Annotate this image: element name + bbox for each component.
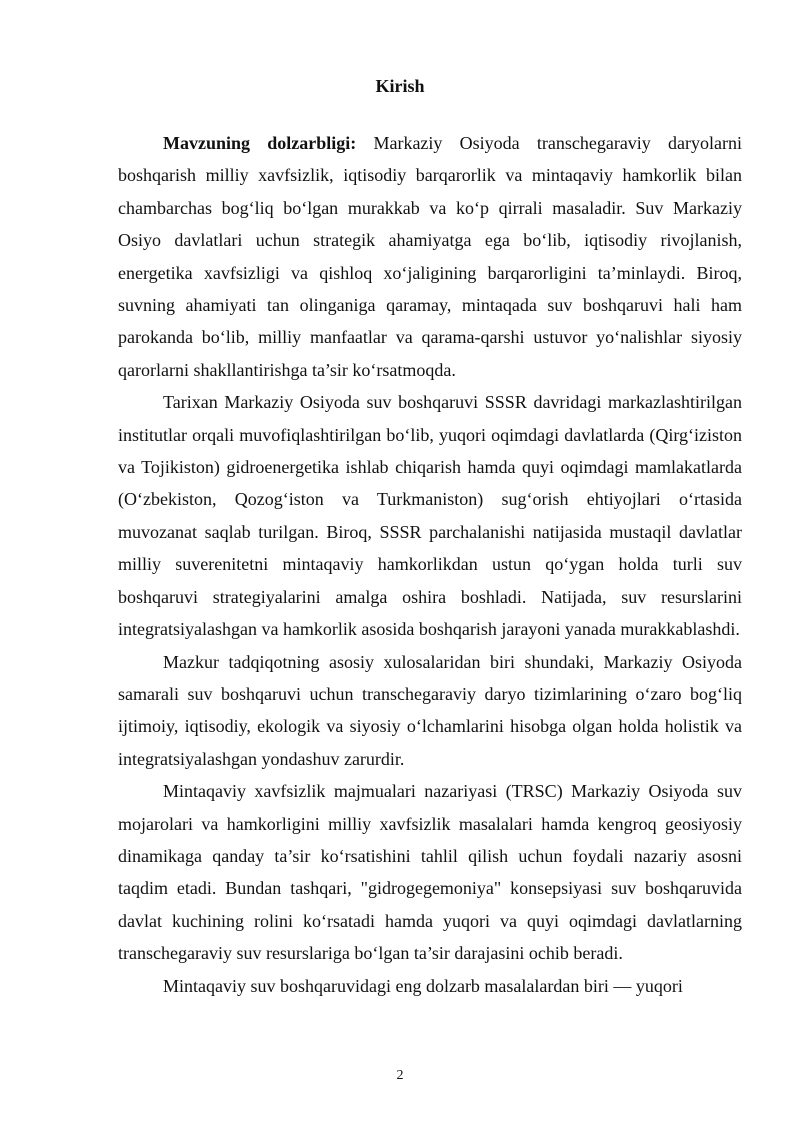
paragraph-theory: Mintaqaviy xavfsizlik majmualari nazariyasi (TRSC) Markaziy Osiyoda suv mojarolari va hamkorligini milliy xavfsizlik masalalari hamda kengroq geosiyosiy dinamikaga qanday ta’sir ko‘rsatishini tahlil qilish uchun foydali nazariy asosni taqdim etadi. Bundan tashqari, "gidrogegemoniya" konsepsiyasi suv boshqaruvida davlat kuchining rolini ko‘rsatadi hamda yuqori va quyi oqimdagi davlatlarning transchegaraviy suv resurslariga bo‘lgan ta’sir darajasini ochib beradi.	[118, 781, 742, 964]
paragraph-text: Markaziy Osiyoda transchegaraviy daryolarni boshqarish milliy xavfsizlik, iqtisodiy barqarorlik va mintaqaviy hamkorlik bilan chambarchas bog‘liq bo‘lgan murakkab va ko‘p qirrali masaladir. Suv Markaziy Osiyo davlatlari uchun strategik ahamiyatga ega bo‘lib, iqtisodiy rivojlanish, energetika xavfsizligi va qishloq xo‘jaligining barqarorligini ta’minlaydi. Biroq, suvning ahamiyati tan olinganiga qaramay, mintaqada suv boshqaruvi hali ham parokanda bo‘lib, milliy manfaatlar va qarama-qarshi ustuvor yo‘nalishlar siyosiy qarorlarni shakllantirishga ta’sir ko‘rsatmoqda.	[118, 133, 742, 380]
paragraph-lead: Mavzuning dolzarbligi:	[163, 133, 357, 153]
body-text	[118, 127, 742, 1002]
paragraph-relevance	[118, 127, 742, 386]
paragraph-issues: Mintaqaviy suv boshqaruvidagi eng dolzarb masalalardan biri — yuqori	[163, 975, 683, 996]
paragraph-history: Tarixan Markaziy Osiyoda suv boshqaruvi SSSR davridagi markazlashtirilgan institutlar orqali muvofiqlashtirilgan bo‘lib, yuqori oqimdagi davlatlarda (Qirg‘iziston va Tojikiston) gidroenergetika ishlab chiqarish hamda quyi oqimdagi mamlakatlarda (O‘zbekiston, Qozog‘iston va Turkmaniston) sug‘orish ehtiyojlari o‘rtasida muvozanat saqlab turilgan. Biroq, SSSR parchalanishi natijasida mustaqil davlatlar milliy suverenitetni mintaqaviy hamkorlikdan ustun qo‘ygan holda turli suv boshqaruvi strategiyalarini amalga oshira boshladi. Natijada, suv resurslarini integratsiyalashgan va hamkorlik asosida boshqarish jarayoni yanada murakkablashdi.	[118, 392, 742, 640]
paragraph-conclusion: Mazkur tadqiqotning asosiy xulosalaridan biri shundaki, Markaziy Osiyoda samarali suv boshqaruvi uchun transchegaraviy daryo tizimlarining o‘zaro bog‘liq ijtimoiy, iqtisodiy, ekologik va siyosiy o‘lchamlarini hisobga olgan holda holistik va integratsiyalashgan yondashuv zarurdir.	[118, 651, 742, 769]
page-number: 2	[396, 1068, 404, 1083]
section-title: Kirish	[375, 76, 425, 96]
